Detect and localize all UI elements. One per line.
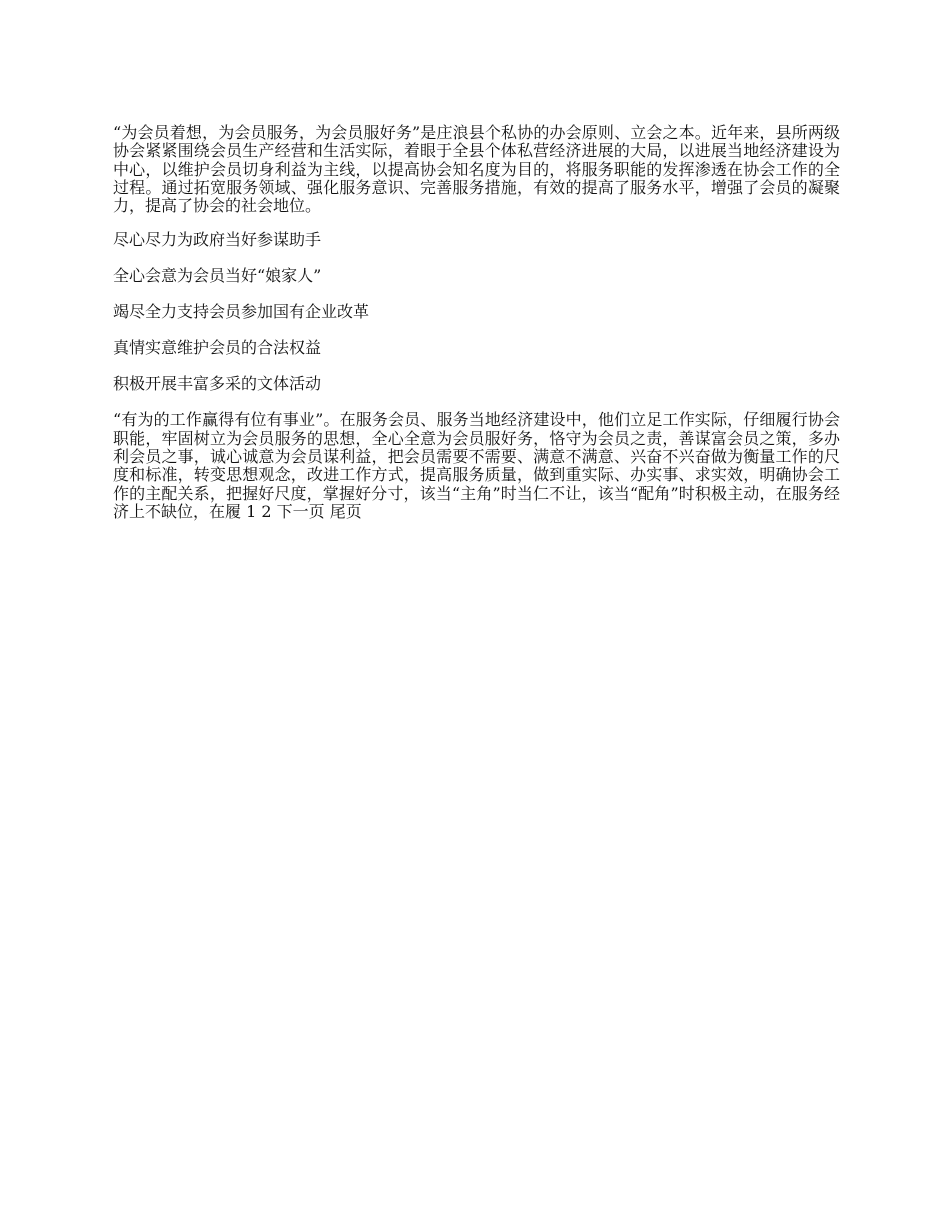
- pagination-page-1[interactable]: 1: [246, 501, 257, 521]
- section-heading-4: 真情实意维护会员的合法权益: [113, 338, 322, 358]
- body-text: “有为的工作赢得有位有事业”。在服务会员、服务当地经济建设中，他们立足工作实际，仔细履行协会职能，牢固树立为会员服务的思想，全心全意为会员服好务，恪守为会员之责，善谋富会员之策，多办利会员之事，诚心诚意为会员谋利益，把会员需要不需要、满意不满意、兴奋不兴奋做为衡量工作的尺度和标准，转变思想观念，改进工作方式，提高服务质量，做到重实际、办实事、求实效，明确协会工作的主配关系，把握好尺度，掌握好分寸，该当“主角”时当仁不让，该当“配角”时积极主动，在服务经济上不缺位，在履: [113, 410, 840, 521]
- pagination-page-2[interactable]: 2: [261, 501, 272, 521]
- pagination-last[interactable]: 尾页: [329, 501, 362, 521]
- section-heading-1: 尽心尽力为政府当好参谋助手: [113, 230, 322, 250]
- section-heading-3: 竭尽全力支持会员参加国有企业改革: [113, 302, 370, 322]
- section-heading-5: 积极开展丰富多采的文体活动: [113, 374, 322, 394]
- intro-paragraph: “为会员着想，为会员服务，为会员服好务”是庄浪县个私协的办会原则、立会之本。近年来，县所两级协会紧紧围绕会员生产经营和生活实际，着眼于全县个体私营经济进展的大局，以进展当地经济建设为中心，以维护会员切身利益为主线，以提高协会知名度为目的，将服务职能的发挥渗透在协会工作的全过程。通过拓宽服务领域、强化服务意识、完善服务措施，有效的提高了服务水平，增强了会员的凝聚力，提高了协会的社会地位。: [113, 123, 840, 216]
- pagination-next[interactable]: 下一页: [276, 501, 325, 521]
- section-heading-2: 全心会意为会员当好“娘家人”: [113, 266, 322, 286]
- body-paragraph: [113, 411, 840, 521]
- article: [113, 124, 840, 521]
